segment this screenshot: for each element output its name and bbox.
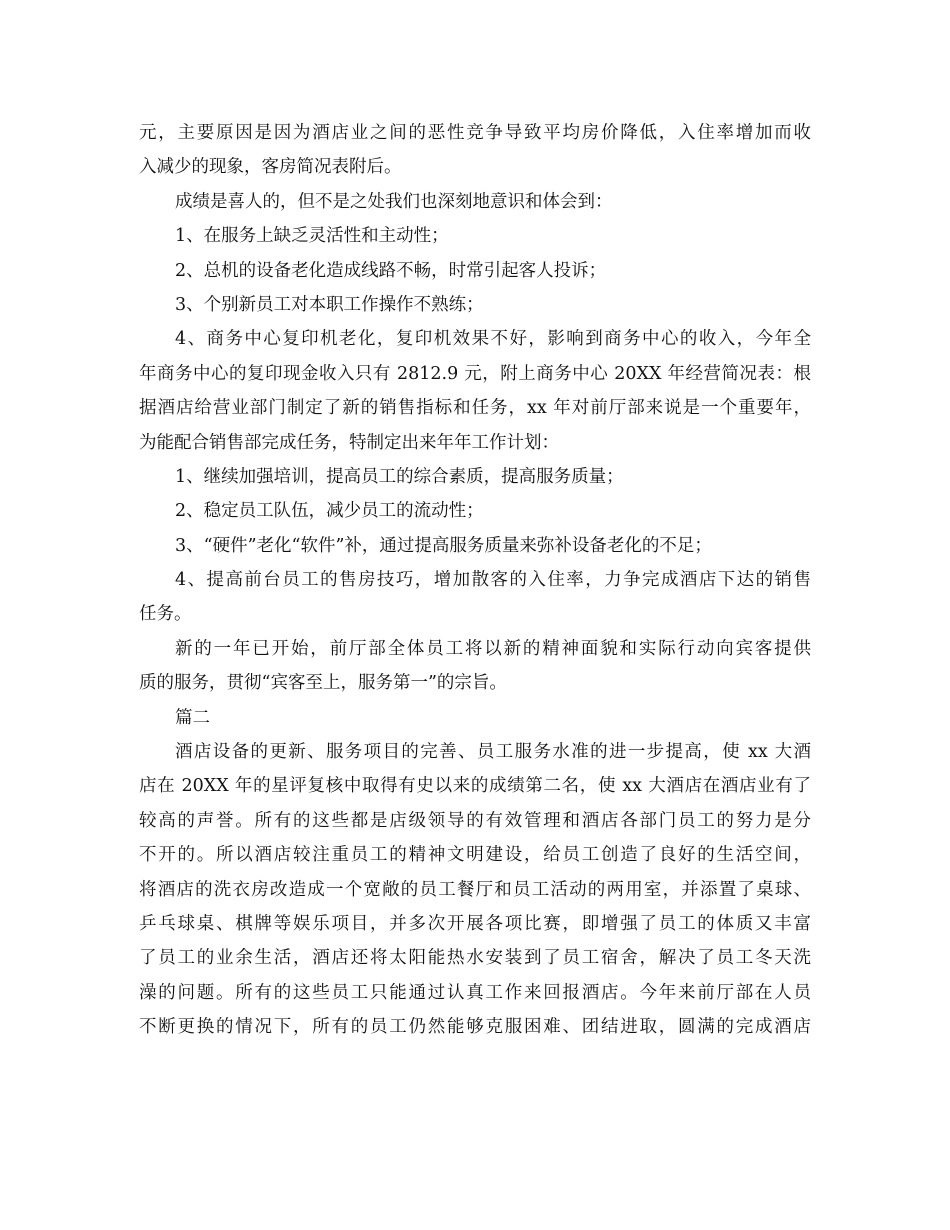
text-line-22: 不开的。所以酒店较注重员工的精神文明建设，给员工创造了良好的生活空间， [139, 845, 811, 866]
text-line-27: 不断更换的情况下，所有的员工仍然能够克服困难、团结进取，圆满的完成酒店 [139, 1017, 811, 1038]
text-line-2: 入减少的现象，客房简况表附后。 [139, 157, 402, 178]
list-item-4: 4、商务中心复印机老化，复印机效果不好，影响到商务中心的收入，今年全 [175, 329, 811, 350]
text-line-25: 了员工的业余生活，酒店还将太阳能热水安装到了员工宿舍，解决了员工冬天洗 [139, 948, 811, 969]
text-line-23: 将酒店的洗衣房改造成一个宽敞的员工餐厅和员工活动的两用室，并添置了桌球、 [139, 879, 811, 900]
list-item-2: 2、总机的设备老化造成线路不畅，时常引起客人投诉； [175, 260, 607, 281]
plan-item-1: 1、继续加强培训，提高员工的综合素质，提高服务质量； [175, 466, 624, 487]
text-line-15: 任务。 [139, 604, 192, 625]
text-line-20: 店在 20XX 年的星评复核中取得有史以来的成绩第二名，使 xx 大酒店在酒店业有了 [139, 776, 811, 797]
section-heading: 篇二 [175, 707, 210, 728]
text-line-24: 乒乓球桌、棋牌等娱乐项目，并多次开展各项比赛，即增强了员工的体质又丰富 [139, 913, 811, 934]
text-line-9: 据酒店给营业部门制定了新的销售指标和任务，xx 年对前厅部来说是一个重要年， [139, 398, 811, 419]
document-body [139, 116, 811, 1045]
text-line-1: 元，主要原因是因为酒店业之间的恶性竞争导致平均房价降低，入住率增加而收 [139, 123, 811, 143]
text-line-17: 质的服务，贯彻“宾客至上，服务第一”的宗旨。 [139, 673, 507, 694]
text-line-26: 澡的问题。所有的这些员工只能通过认真工作来回报酒店。今年来前厅部在人员 [139, 982, 811, 1003]
plan-item-4: 4、提高前台员工的售房技巧，增加散客的入住率，力争完成酒店下达的销售 [175, 570, 811, 591]
text-line-3: 成绩是喜人的，但不是之处我们也深刻地意识和体会到： [175, 191, 613, 212]
text-line-21: 较高的声誉。所有的这些都是店级领导的有效管理和酒店各部门员工的努力是分 [139, 810, 811, 831]
list-item-3: 3、个别新员工对本职工作操作不熟练； [175, 294, 484, 315]
text-line-19: 酒店设备的更新、服务项目的完善、员工服务水准的进一步提高，使 xx 大酒 [175, 742, 811, 763]
list-item-1: 1、在服务上缺乏灵活性和主动性； [175, 226, 449, 247]
plan-item-3: 3、“硬件”老化“软件”补，通过提高服务质量来弥补设备老化的不足； [175, 535, 712, 556]
text-line-16: 新的一年已开始，前厅部全体员工将以新的精神面貌和实际行动向宾客提供 [175, 638, 811, 659]
plan-item-2: 2、稳定员工队伍，减少员工的流动性； [175, 501, 484, 522]
text-line-8: 年商务中心的复印现金收入只有 2812.9 元，附上商务中心 20XX 年经营简况表：根 [139, 363, 811, 384]
text-line-10: 为能配合销售部完成任务，特制定出来年年工作计划： [139, 432, 559, 453]
